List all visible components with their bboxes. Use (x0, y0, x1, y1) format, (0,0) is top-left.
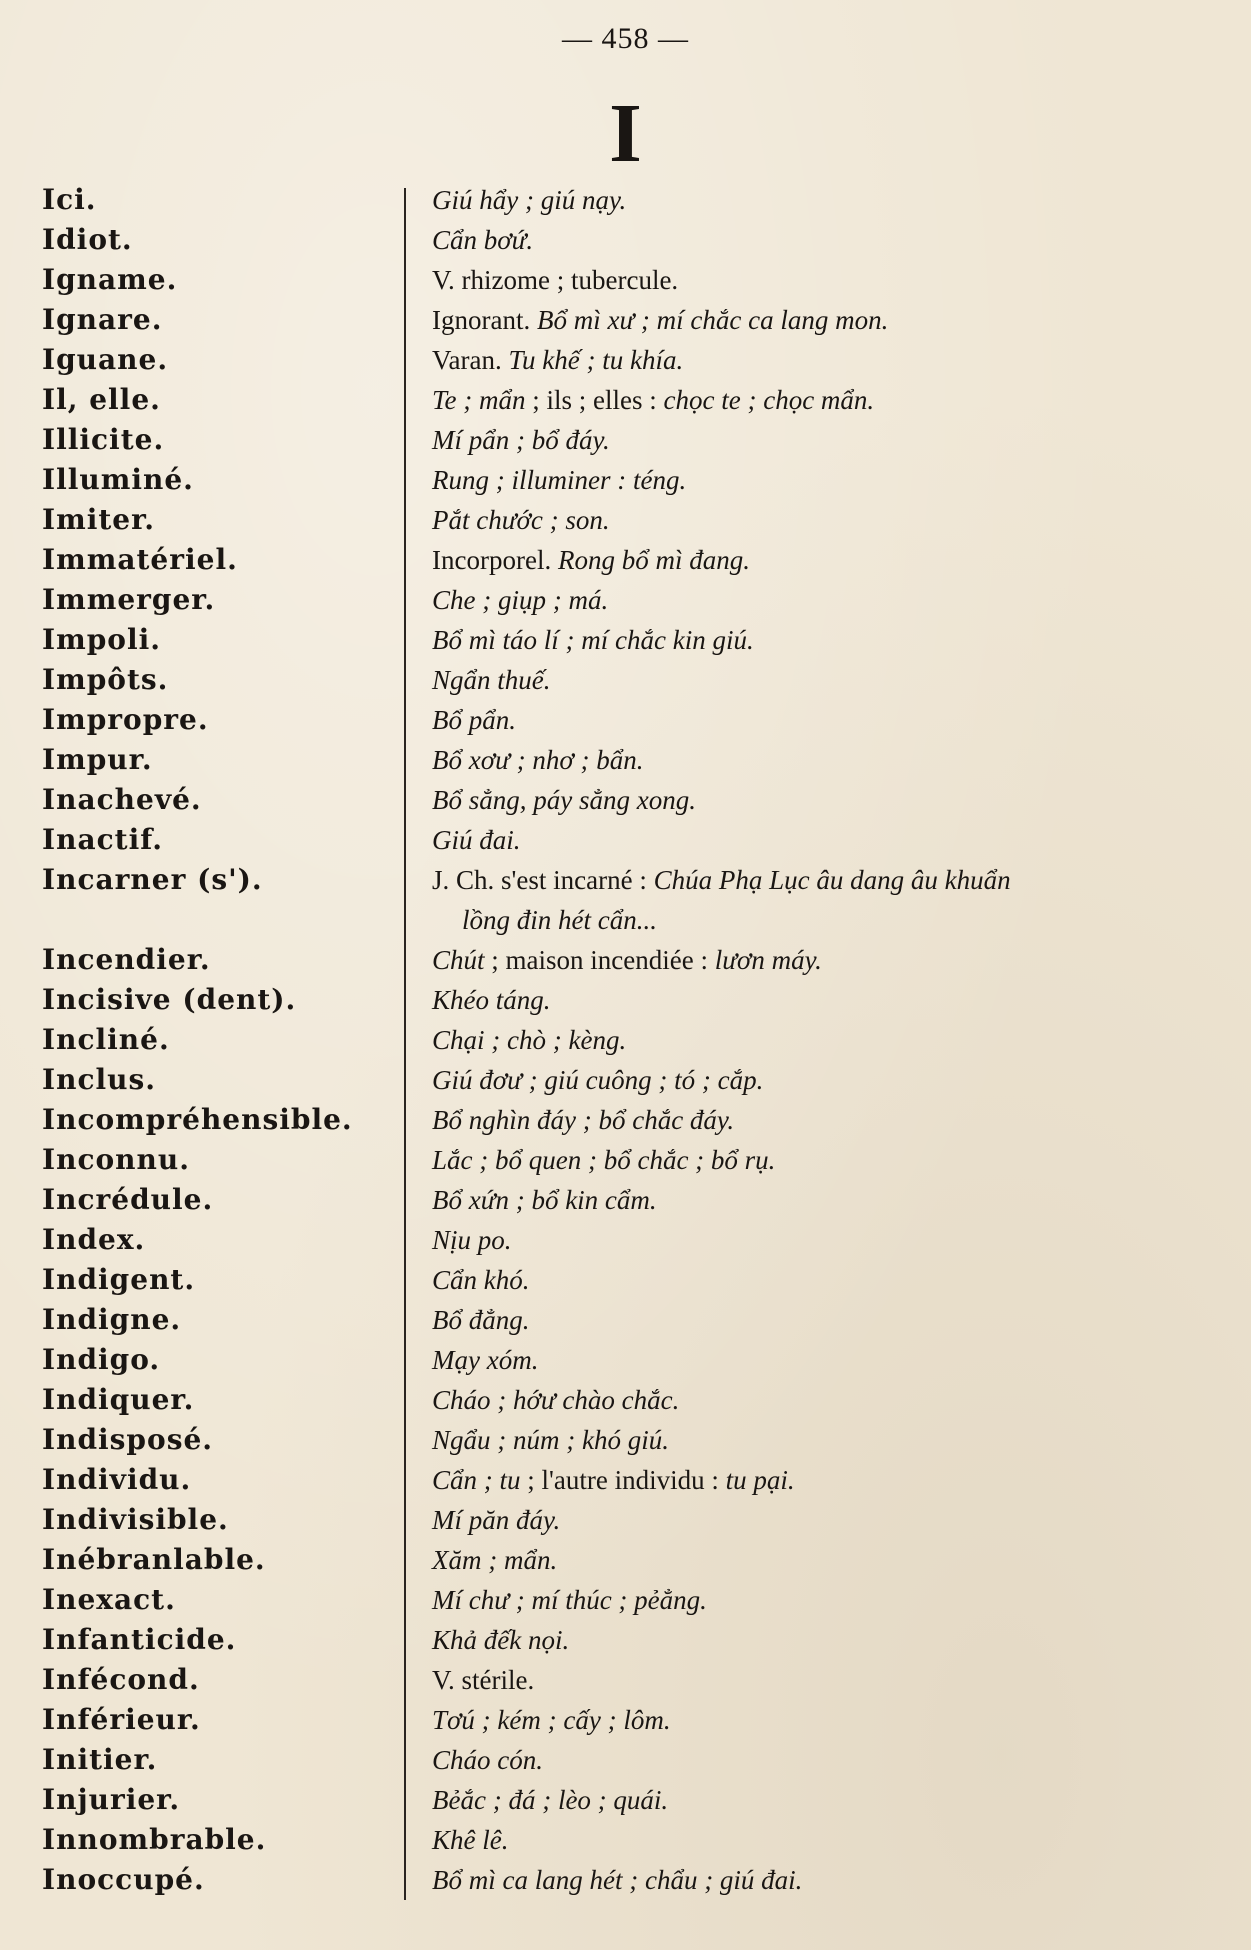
definition-segment: ; l'autre individu : (520, 1465, 726, 1495)
definition-segment-italic: Cẩn khó. (432, 1265, 530, 1295)
dictionary-entry (0, 980, 1251, 1020)
dictionary-entry (0, 540, 1251, 580)
definition-segment-italic: Ngẩn thuế. (432, 665, 551, 695)
entry-term: Indigo. (42, 1343, 161, 1376)
definition-segment: ; maison incendiée : (484, 945, 715, 975)
dictionary-entry (0, 420, 1251, 460)
entry-term: Illuminé. (42, 463, 194, 496)
dictionary-entry (0, 620, 1251, 660)
dictionary-entry (0, 1620, 1251, 1660)
definition-segment-italic: Giú đai. (432, 825, 521, 855)
dictionary-entry (0, 660, 1251, 700)
definition-segment: Varan. (432, 345, 509, 375)
entry-term: Inférieur. (42, 1703, 201, 1736)
entry-term: Immatériel. (42, 543, 238, 576)
entry-term: Inclus. (42, 1063, 157, 1096)
entry-term: Incliné. (42, 1023, 170, 1056)
entry-definition (400, 1420, 1220, 1460)
entry-definition (400, 1740, 1220, 1780)
entry-term: Idiot. (42, 223, 133, 256)
definition-segment-italic: Rong bổ mì đang. (557, 545, 750, 575)
entry-definition (400, 180, 1220, 220)
definition-segment-italic: Tu khế ; tu khía. (508, 345, 684, 375)
definition-segment-italic: Bổ nghìn đáy ; bổ chắc đáy. (432, 1105, 735, 1135)
entry-term: Indiquer. (42, 1383, 195, 1416)
entry-term: Incendier. (42, 943, 211, 976)
entry-definition (400, 1220, 1220, 1260)
entry-definition (400, 740, 1220, 780)
definition-segment-italic: Bổ pẩn. (432, 705, 516, 735)
entry-term: Ignare. (42, 303, 163, 336)
entry-definition (400, 420, 1220, 460)
entry-definition (400, 620, 1220, 660)
entry-definition (400, 780, 1220, 820)
definition-segment-italic: Pắt chước ; son. (432, 505, 610, 535)
entry-term: Incarner (s'). (42, 863, 263, 896)
definition-segment: Incorporel. (432, 545, 558, 575)
entry-definition (400, 1780, 1220, 1820)
definition-segment-italic: Bổ đẳng. (432, 1305, 530, 1335)
entry-term: Inébranlable. (42, 1543, 266, 1576)
entry-definition (400, 1860, 1220, 1900)
entry-definition (400, 1620, 1220, 1660)
definition-segment-italic: Giú đơư ; giú cuông ; tó ; cắp. (432, 1065, 764, 1095)
dictionary-entry (0, 340, 1251, 380)
entry-definition (400, 500, 1220, 540)
dictionary-entry (0, 1580, 1251, 1620)
definition-segment-italic: Cẩn ; tu (432, 1465, 521, 1495)
entry-definition (400, 980, 1220, 1020)
definition-segment-italic: chọc te ; chọc mẩn. (663, 385, 875, 415)
dictionary-entry (0, 1500, 1251, 1540)
dictionary-entry (0, 1020, 1251, 1060)
entry-definition (400, 1580, 1220, 1620)
dictionary-entry (0, 1060, 1251, 1100)
dictionary-entry (0, 940, 1251, 980)
entry-term: Illicite. (42, 423, 165, 456)
definition-segment-italic: Mí pẩn ; bổ đáy. (432, 425, 610, 455)
entry-term: Indigent. (42, 1263, 196, 1296)
dictionary-entry (0, 1460, 1251, 1500)
definition-segment-italic: Bổ xơư ; nhơ ; bẩn. (432, 745, 644, 775)
entry-term: Impôts. (42, 663, 169, 696)
dictionary-entry (0, 580, 1251, 620)
definition-segment-italic: Mí chư ; mí thúc ; pẻẳng. (432, 1585, 707, 1615)
definition-segment-italic: Lắc ; bổ quen ; bổ chắc ; bổ rụ. (432, 1145, 776, 1175)
entry-definition (400, 1540, 1220, 1580)
entry-definition (400, 1660, 1220, 1700)
definition-segment: V. stérile. (432, 1665, 535, 1695)
dictionary-entry (0, 460, 1251, 500)
entry-definition (400, 860, 1220, 940)
definition-segment: J. Ch. s'est incarné : (432, 865, 654, 895)
section-letter-heading: I (609, 87, 642, 180)
definition-segment-italic: Khéo táng. (432, 985, 551, 1015)
dictionary-entry (0, 1180, 1251, 1220)
entry-term: Incisive (dent). (42, 983, 297, 1016)
entry-term: Imiter. (42, 503, 156, 536)
definition-segment-italic: Khê lê. (432, 1825, 509, 1855)
entry-definition (400, 340, 1220, 380)
dictionary-entry (0, 260, 1251, 300)
entry-definition (400, 1700, 1220, 1740)
dictionary-entry (0, 1100, 1251, 1140)
entry-term: Igname. (42, 263, 178, 296)
definition-segment-italic: Bổ xứn ; bổ kin cẩm. (432, 1185, 657, 1215)
entry-definition (400, 1260, 1220, 1300)
entry-term: Initier. (42, 1743, 158, 1776)
definition-segment-italic: Che ; giụp ; má. (432, 585, 609, 615)
definition-segment-italic: lươn máy. (714, 945, 822, 975)
definition-continuation: lồng đin hét cẩn... (462, 905, 657, 935)
definition-segment-italic: Bổ mì táo lí ; mí chắc kin giú. (432, 625, 754, 655)
dictionary-entry (0, 1420, 1251, 1460)
dictionary-entry (0, 1740, 1251, 1780)
definition-segment-italic: Cháo ; hớư chào chắc. (432, 1385, 680, 1415)
entry-definition (400, 540, 1220, 580)
entry-term: Injurier. (42, 1783, 181, 1816)
entry-definition (400, 1140, 1220, 1180)
entry-definition (400, 1020, 1220, 1060)
definition-segment-italic: tu pại. (725, 1465, 795, 1495)
dictionary-entry (0, 1780, 1251, 1820)
entry-term: Inactif. (42, 823, 164, 856)
definition-segment-italic: Cẩn bơứ. (432, 225, 534, 255)
dictionary-entry (0, 300, 1251, 340)
dictionary-entry (0, 1340, 1251, 1380)
dictionary-entry (0, 780, 1251, 820)
entry-term: Inexact. (42, 1583, 176, 1616)
dictionary-entry (0, 1260, 1251, 1300)
entry-definition (400, 660, 1220, 700)
entry-definition (400, 1820, 1220, 1860)
entry-term: Iguane. (42, 343, 169, 376)
definition-segment-italic: Tơú ; kém ; cấy ; lôm. (432, 1705, 671, 1735)
entry-term: Inachevé. (42, 783, 202, 816)
definition-segment-italic: Mí păn đáy. (432, 1505, 561, 1535)
entry-definition (400, 260, 1220, 300)
definition-segment: ; ils ; elles : (525, 385, 664, 415)
definition-segment-italic: Chúa Phạ Lục âu dang âu khuẩn (653, 865, 1011, 895)
entry-definition (400, 380, 1220, 420)
entry-definition (400, 1100, 1220, 1140)
dictionary-entry (0, 1220, 1251, 1260)
entry-term: Innombrable. (42, 1823, 267, 1856)
definition-segment-italic: Khả đếk nọi. (432, 1625, 570, 1655)
definition-segment-italic: Giú hẩy ; giú nạy. (432, 185, 627, 215)
entry-term: Inconnu. (42, 1143, 190, 1176)
entry-term: Index. (42, 1223, 146, 1256)
dictionary-entry (0, 1540, 1251, 1580)
entry-definition (400, 700, 1220, 740)
entry-definition (400, 580, 1220, 620)
entry-term: Indisposé. (42, 1423, 214, 1456)
entry-definition (400, 1380, 1220, 1420)
entry-term: Ici. (42, 183, 97, 216)
entry-definition (400, 1340, 1220, 1380)
entry-definition (400, 300, 1220, 340)
dictionary-entry (0, 1140, 1251, 1180)
dictionary-entry (0, 1660, 1251, 1700)
definition-segment-italic: Ngẩu ; núm ; khó giú. (432, 1425, 669, 1455)
entry-term: Indigne. (42, 1303, 182, 1336)
definition-segment-italic: Te ; mẩn (432, 385, 526, 415)
definition-segment-italic: Xăm ; mẩn. (432, 1545, 558, 1575)
entry-definition (400, 460, 1220, 500)
definition-segment-italic: Bổ mì ca lang hét ; chẩu ; giú đai. (432, 1865, 803, 1895)
entry-term: Inoccupé. (42, 1863, 205, 1896)
dictionary-entry (0, 700, 1251, 740)
definition-segment-italic: Mạy xóm. (432, 1345, 539, 1375)
entry-term: Impur. (42, 743, 153, 776)
dictionary-entry (0, 180, 1251, 220)
dictionary-entry (0, 380, 1251, 420)
dictionary-entry (0, 1700, 1251, 1740)
dictionary-entry (0, 1820, 1251, 1860)
entry-term: Incompréhensible. (42, 1103, 353, 1136)
entry-term: Impropre. (42, 703, 209, 736)
definition-segment-italic: Bổ sẳng, páy sẳng xong. (432, 785, 696, 815)
definition-segment-italic: Nịu po. (432, 1225, 512, 1255)
entry-definition (400, 1500, 1220, 1540)
entry-definition (400, 1460, 1220, 1500)
definition-segment: V. rhizome ; tubercule. (432, 265, 679, 295)
definition-segment-italic: Chại ; chò ; kèng. (432, 1025, 627, 1055)
entry-definition (400, 820, 1220, 860)
dictionary-entry (0, 1860, 1251, 1900)
definition-segment: Ignorant. (432, 305, 537, 335)
entry-term: Incrédule. (42, 1183, 214, 1216)
dictionary-entry (0, 740, 1251, 780)
dictionary-entry (0, 1380, 1251, 1420)
entry-definition (400, 1060, 1220, 1100)
entry-term: Il, elle. (42, 383, 161, 416)
entry-term: Indivisible. (42, 1503, 229, 1536)
entry-definition (400, 1180, 1220, 1220)
dictionary-entry (0, 500, 1251, 540)
definition-segment-italic: Bẻắc ; đá ; lèo ; quái. (432, 1785, 669, 1815)
definition-segment-italic: Chút (432, 945, 485, 975)
page-number: — 458 — (562, 22, 689, 55)
dictionary-entry (0, 820, 1251, 860)
entry-term: Individu. (42, 1463, 192, 1496)
definition-segment-italic: Cháo cón. (432, 1745, 543, 1775)
definition-segment-italic: Bổ mì xư ; mí chắc ca lang mon. (536, 305, 889, 335)
entry-term: Infanticide. (42, 1623, 237, 1656)
dictionary-entry-list (0, 180, 1251, 1900)
dictionary-entry (0, 220, 1251, 260)
dictionary-entry (0, 1300, 1251, 1340)
entry-definition (400, 220, 1220, 260)
definition-segment-italic: Rung ; illuminer : téng. (432, 465, 687, 495)
dictionary-entry (0, 860, 1251, 940)
entry-definition (400, 1300, 1220, 1340)
entry-term: Immerger. (42, 583, 216, 616)
entry-term: Infécond. (42, 1663, 200, 1696)
entry-definition (400, 940, 1220, 980)
entry-term: Impoli. (42, 623, 161, 656)
